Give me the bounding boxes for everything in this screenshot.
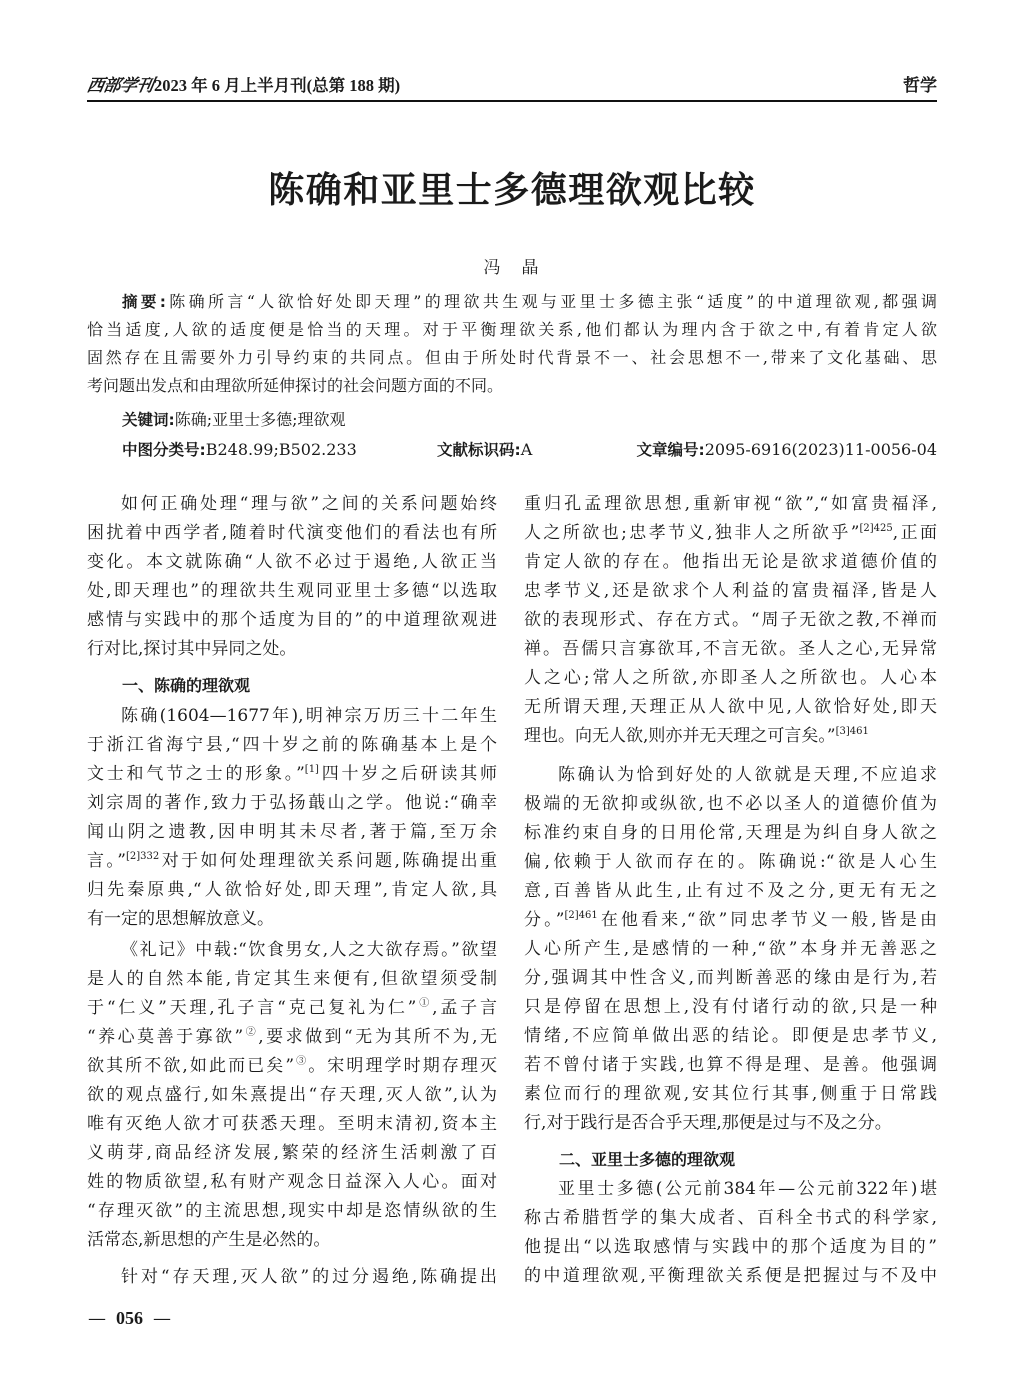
issue-info: 2023 年 6 月上半月刊(总第 188 期): [154, 76, 401, 95]
page-number: [88, 1304, 171, 1332]
paragraph: [524, 1175, 937, 1291]
text-segment: “养心莫善于寡欲”: [87, 1027, 244, 1047]
text-line: 偏,依赖于人欲而存在的。陈确说:“欲是人心生: [524, 852, 937, 872]
page-dash-left: —: [88, 1308, 106, 1329]
abstract-line: [87, 372, 937, 400]
text-segment: 在他看来,“欲”同忠孝节义一般,皆是由: [597, 910, 937, 930]
text-line: 感情与实践中的那个适度为目的”的中道理欲观进: [87, 610, 497, 630]
clc-value: B248.99;B502.233: [205, 440, 357, 459]
paragraph: [87, 1263, 497, 1292]
text-line: 闻山阴之遗教,因申明其未尽者,著于篇,至万余: [87, 822, 497, 842]
document-code: [437, 436, 532, 464]
article-title: 陈确和亚里士多德理欲观比较: [268, 169, 756, 211]
text-line: “存理灭欲”的主流思想,现实中却是恣情纵欲的生: [87, 1201, 497, 1221]
text-line: [87, 847, 497, 876]
paragraph: [524, 490, 937, 751]
paragraph: [87, 936, 497, 1255]
text-line: 忠孝节义,还是欲求个人利益的富贵福泽,皆是人: [524, 581, 937, 601]
author-name: 冯 晶: [483, 258, 541, 278]
text-line: 欲的观点盛行,如朱熹提出“存天理,灭人欲”,认为: [87, 1085, 497, 1105]
text-line: 如何正确处理“理与欲”之间的关系问题始终: [121, 494, 497, 514]
section-name: 哲学: [903, 76, 937, 96]
page-number-value: 056: [116, 1308, 143, 1328]
text-segment: ,正面: [892, 523, 938, 543]
keywords-value: 陈确;亚里士多德;理欲观: [174, 410, 346, 429]
text-line: [87, 994, 497, 1023]
paragraph: [87, 490, 497, 664]
text-segment: 人之所欲也;忠孝节义,独非人之所欲乎”: [524, 523, 860, 543]
text-line: 他提出“以选取感情与实践中的那个适度为目的”: [524, 1237, 937, 1257]
text-line: 欲的表现形式、存在方式。“周子无欲之教,不禅而: [524, 610, 937, 630]
text-line: 意,百善皆从此生,止有过不及之分,更无有无之: [524, 881, 937, 901]
citation-marker: ②: [243, 1027, 259, 1038]
text-line: [524, 519, 937, 548]
citation-marker: [2]332: [126, 851, 160, 862]
journal-logo: 西部学刊: [85, 76, 155, 96]
text-line: 陈确认为恰到好处的人欲就是天理,不应追求: [558, 765, 937, 785]
article-number-label: 文章编号:: [636, 441, 705, 459]
text-line: [524, 722, 937, 751]
text-line: 的中道理欲观,平衡理欲关系便是把握过与不及中: [524, 1266, 937, 1286]
abstract-text: 考问题出发点和由理欲所延伸探讨的社会问题方面的不同。: [87, 376, 504, 395]
text-line: 针对“存天理,灭人欲”的过分遏绝,陈确提出: [121, 1267, 497, 1287]
abstract-line: [87, 288, 937, 316]
citation-marker: [2]425: [859, 523, 893, 534]
text-line: 于浙江省海宁县,“四十岁之前的陈确基本上是个: [87, 735, 497, 755]
text-line: 情绪,不应简单做出恶的结论。即便是忠孝节义,: [524, 1026, 937, 1046]
citation-marker: ①: [416, 998, 433, 1009]
text-line: 人之心;常人之所欲,亦即圣人之所欲也。人心本: [524, 668, 937, 688]
citation-marker: ③: [294, 1056, 309, 1067]
abstract-line: [87, 316, 937, 344]
text-line: 素位而行的理欲观,安其位行其事,侧重于日常践: [524, 1084, 937, 1104]
text-line: 义萌芽,商品经济发展,繁荣的经济生活刺激了百: [87, 1143, 497, 1163]
keywords-label: 关键词:: [122, 411, 175, 429]
text-line: 归先秦原典,“人欲恰好处,即天理”,肯定人欲,具: [87, 880, 497, 900]
text-segment: ,孟子言: [432, 998, 498, 1018]
text-line: 有一定的思想解放意义。: [87, 909, 274, 929]
text-line: 行对比,探讨其中异同之处。: [87, 639, 297, 659]
text-segment: 欲其所不欲,如此而已矣”: [87, 1056, 295, 1076]
right-column: [524, 490, 937, 1291]
text-line: 只是停留在思想上,没有付诸行动的欲,只是一种: [524, 997, 937, 1017]
text-line: 无所谓天理,天理正从人欲中见,人欲恰好处,即天: [524, 697, 937, 717]
paragraph: [87, 702, 497, 934]
text-line: 刘宗周的著作,致力于弘扬蕺山之学。他说:“确幸: [87, 793, 497, 813]
text-segment: 理也。向无人欲,则亦并无天理之可言矣。”: [524, 726, 836, 746]
text-line: 极端的无欲抑或纵欲,也不必以圣人的道德价值为: [524, 794, 937, 814]
citation-marker: [1]: [304, 764, 319, 775]
left-column: [87, 490, 497, 1292]
text-segment: ,要求做到“无为其所不为,无: [258, 1027, 497, 1047]
text-line: [524, 906, 937, 935]
document-code-value: A: [520, 440, 533, 459]
text-segment: 于“仁义”天理,孔子言“克己复礼为仁”: [87, 998, 417, 1018]
text-line: [87, 1052, 497, 1081]
text-line: 人心所产生,是感情的一种,“欲”本身并无善恶之: [524, 939, 937, 959]
article-number: [637, 436, 938, 464]
abstract-text: 恰当适度,人欲的适度便是恰当的天理。对于平衡理欲关系,他们都认为理内含于欲之中,有着肯定人欲: [87, 320, 937, 339]
text-line: 陈确(1604—1677年),明神宗万历三十二年生: [121, 706, 497, 726]
clc-label: 中图分类号:: [122, 441, 206, 459]
text-line: 姓的物质欲望,私有财产观念日益深入人心。面对: [87, 1172, 497, 1192]
abstract-text: 陈确所言“人欲恰好处即天理”的理欲共生观与亚里士多德主张“适度”的中道理欲观,都强调: [165, 292, 938, 311]
text-line: 行,对于践行是否合乎天理,那便是过与不及之分。: [524, 1113, 892, 1133]
text-segment: 。宋明理学时期存理灭: [308, 1056, 497, 1076]
text-line: 亚里士多德(公元前384年—公元前322年)堪: [558, 1179, 937, 1199]
abstract-text: 固然存在且需要外力引导约束的共同点。但由于所处时代背景不一、社会思想不一,带来了文化基础、思: [87, 348, 937, 367]
page-dash-right: —: [153, 1308, 171, 1329]
text-line: 处,即天理也”的理欲共生观同亚里士多德“以选取: [87, 581, 497, 601]
document-code-label: 文献标识码:: [437, 441, 521, 459]
text-line: 《礼记》中载:“饮食男女,人之大欲存焉。”欲望: [121, 940, 497, 960]
running-header: [87, 72, 937, 102]
paragraph: [524, 761, 937, 1138]
section-heading: 一、陈确的理欲观: [122, 676, 251, 695]
article-number-value: 2095-6916(2023)11-0056-04: [704, 440, 937, 459]
text-line: [87, 1023, 497, 1052]
abstract-label: 摘要:: [122, 293, 166, 311]
text-segment: 文士和气节之士的形象。”: [87, 764, 305, 784]
text-line: 若不曾付诸于实践,也算不得是理、是善。他强调: [524, 1055, 937, 1075]
text-line: 肯定人欲的存在。他指出无论是欲求道德价值的: [524, 552, 937, 572]
section-heading: 二、亚里士多德的理欲观: [559, 1150, 736, 1169]
text-line: 称古希腊哲学的集大成者、百科全书式的科学家,: [524, 1208, 937, 1228]
text-segment: 分。”: [524, 910, 565, 930]
text-line: 重归孔孟理欲思想,重新审视“欲”,“如富贵福泽,: [524, 494, 937, 514]
keywords: [122, 406, 346, 434]
text-line: 唯有灭绝人欲才可获悉天理。至明末清初,资本主: [87, 1114, 497, 1134]
text-line: 是人的自然本能,肯定其生来便有,但欲望须受制: [87, 969, 497, 989]
text-line: 变化。本文就陈确“人欲不必过于遏绝,人欲正当: [87, 552, 497, 572]
text-segment: 四十岁之后研读其师: [318, 764, 497, 784]
text-line: 分,强调其中性含义,而判断善恶的缘由是行为,若: [524, 968, 937, 988]
text-segment: 对于如何处理理欲关系问题,陈确提出重: [159, 851, 497, 871]
abstract: [87, 288, 937, 400]
clc-number: [122, 436, 357, 464]
citation-marker: [2]461: [564, 910, 598, 921]
text-line: [87, 760, 497, 789]
text-segment: 言。”: [87, 851, 127, 871]
abstract-line: [87, 344, 937, 372]
text-line: 困扰着中西学者,随着时代演变他们的看法也有所: [87, 523, 497, 543]
citation-marker: [3]461: [835, 726, 869, 737]
text-line: 标准约束自身的日用伦常,天理是为纠自身人欲之: [524, 823, 937, 843]
text-line: 禅。吾儒只言寡欲耳,不言无欲。圣人之心,无异常: [524, 639, 937, 659]
text-line: 活常态,新思想的产生是必然的。: [87, 1230, 331, 1250]
